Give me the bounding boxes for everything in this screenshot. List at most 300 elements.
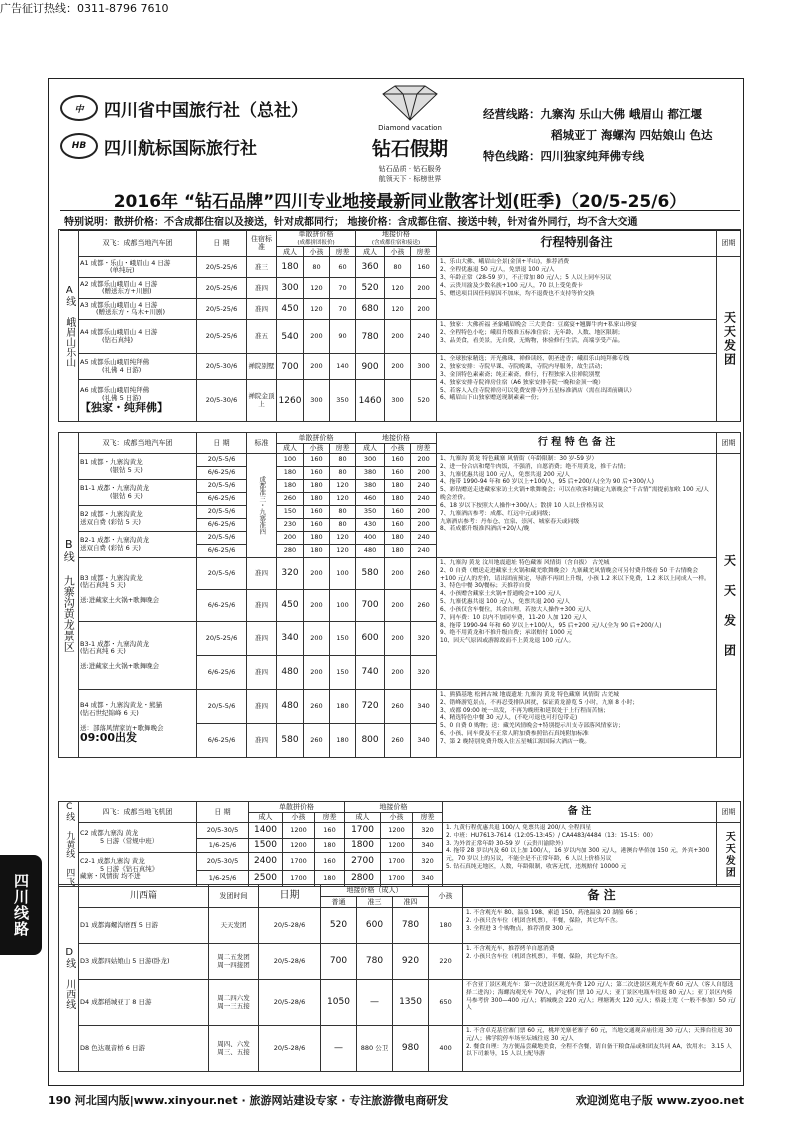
price-cell: 80 [385, 257, 411, 278]
price-cell: 200 [385, 590, 411, 622]
route-name: D1 成都海螺沟磨西 5 日游 [79, 908, 209, 944]
d-note-2: 1. 不含观光车，推荐烤羊自愿消费 2. 小孩只含车位（机团含机票），半餐、保险，其它均不含。 [463, 944, 741, 980]
price-cell: 450 [277, 590, 304, 622]
section-b-table [58, 432, 741, 758]
route-date: 1/6-25/6 [197, 871, 249, 887]
route-date: 20/5-25/6 [197, 278, 247, 299]
price-cell: 1700 [345, 823, 381, 839]
price-cell: 300 [356, 454, 385, 467]
price-cell: 60 [330, 257, 356, 278]
price-cell: 720 [356, 690, 385, 724]
price-cell: 200 [411, 299, 437, 320]
price-cell: 160 [304, 506, 330, 519]
price-cell: 160 [315, 853, 345, 871]
route-name: D4 成都稻城亚丁 8 日游 [79, 980, 209, 1026]
d-header-child: 小孩 [429, 885, 463, 908]
c-col-adult: 成人 [249, 813, 283, 823]
route-std: 准四 [247, 622, 277, 656]
route-name [79, 853, 197, 887]
price-cell: 480 [277, 690, 304, 724]
footer [48, 1092, 744, 1108]
price-cell: 680 [356, 299, 385, 320]
c-header-team: 团期 [717, 802, 741, 823]
price-cell: 2400 [249, 853, 283, 871]
route-date: 6/6-25/6 [197, 467, 247, 480]
d-header-dijie: 地接价格（成人） [321, 885, 429, 897]
price-cell: 430 [356, 519, 385, 532]
price-cell: 780 [356, 320, 385, 354]
route-std: 准四 [247, 656, 277, 690]
route-dep: 周四、六发 周三、五接 [209, 1026, 259, 1072]
price-cell: 650 [429, 980, 463, 1026]
route-title: A6 成都乐山峨眉纯拜佛 [80, 386, 150, 395]
route-date: 20/5-30/6 [197, 380, 247, 422]
route-departure: 09:00出发 [80, 731, 138, 745]
route-title: A5 成都乐山峨眉纯拜佛 [80, 358, 150, 367]
price-cell: 160 [385, 454, 411, 467]
b-note-1: 1、九寨沟 黄龙 特色藏寨 风情街（年龄限制：30 岁-59 岁） 2、进一份合店和氂牛肉饭，不强消，自愿消费；绝不用黄龙，推千古情； 3、九寨优惠共退 100 元/人，免票共退 200 元/人 4、拖带 1990-94 年和 60 岁以上+100/人，95 后+200/人(全为 90 后+300/人) 5、彩钻赠送走进藏家家访土火锅+歌舞晚会；可以在收客时确定九寨晚会“千古情”需提前加收 100 元/人晚会差价。 6、18 岁以下按照大人操作+300/人；散拼 10 人以上价格另议 7、九寨酒店参考：成都、红远中元或同级； 九寨酒店参考：丹布仓、宜泉、崇河、城家春天或同级 8、若成都升级准四酒店+20/人/晚 [437, 454, 717, 558]
route-title: B2-1 成都・九寨沟黄龙 [80, 536, 150, 545]
price-cell: 340 [411, 690, 437, 724]
c-header-date: 日 期 [197, 802, 249, 823]
route-title: B1 成都・九寨沟黄龙 [80, 458, 143, 467]
routes-line-2: 稻城亚丁 海螺沟 四姑娘山 色达 [551, 128, 713, 142]
price-cell: 1700 [283, 853, 315, 871]
c-note: 1. 九黄行程优惠共退 100/人 免票共退 200/人 全程四星 2. 中班：HU7613-7614（12:05-13:45）/ CA4483/4484（13：15-15：00） 3. 为外省正常年龄 30-59 岁（云贵川渝除外） 4. 拖带 28 岁以内及 60 以上加 100/人，16 岁以内加 300 元/人，港澳台华侨加 150 元，外宾+300 元，70 岁以上的另议，不能全是不正常年龄，6 人以上价格另议 5. 钻石真纯无地区，人数，年龄限制，收客无忧，违规赔付 10000 元 [443, 823, 717, 887]
route-date: 6/6-25/6 [197, 724, 247, 758]
route-std: 准五 [247, 320, 277, 354]
route-dep: 周二五发团 周一四接团 [209, 944, 259, 980]
route-date: 20/5-5/6 [197, 558, 247, 590]
route-date: 20/5-30/5 [197, 823, 249, 839]
price-cell: 160 [385, 506, 411, 519]
b-note-3: 1、熊猫基地 松洲古城 地震遗址 九寨沟 黄龙 特色藏寨 风情街 古羌城 2、错峰游览景点，不再忍受排队困扰，保证黄龙游览 5 小时，九寨 8 小时； 3、成都 09:00 统一出发，不再为晚班和延误处于上行程而苦恼； 4、精选特色中餐 30 元/人，(不吃可退也可打包带走) 5、0 自费 0 购物；送：藏羌风情晚会+特别提示川支寺部落风情家访； 6、小孩、同车费及不正常人附加费参照钻石真纯附加标准 7、第 2 晚特别免费升级入住五星喊江源国际大酒店一晚。 [437, 690, 717, 758]
company-name-1: 四川省中国旅行社（总社） [104, 100, 308, 121]
price-cell: 120 [330, 493, 356, 506]
price-cell: 920 [393, 944, 429, 980]
a-col-room-2: 房差 [411, 247, 437, 257]
a-col-child-2: 小孩 [385, 247, 411, 257]
price-cell: 260 [411, 558, 437, 590]
a-note-1: 1、乐山大佛、峨眉山全景(金顶+半山)，推荐消费 2、全程优惠退 50 元/人，免票退 100 元/人 3、年龄正常（28-59 岁），不正常加 80 元/人；5 人以上同车另议 4、云贵川渝及少数名族+100 元/人，70 以上受免费卡 5、赠送项目因任何原因不加床，均不退费也不支持等价交换 [437, 257, 717, 320]
price-cell: 350 [356, 506, 385, 519]
price-cell: 200 [385, 354, 411, 380]
a-team: 天天发团 [717, 257, 741, 422]
diamond-icon [375, 84, 445, 122]
price-cell: 150 [277, 506, 304, 519]
route-title: A4 成都乐山峨眉山 4 日游 [80, 328, 158, 337]
brand-name: 钻石假期 [371, 138, 448, 160]
table-row [59, 257, 741, 278]
route-name [79, 454, 197, 480]
b-col-child: 小孩 [304, 444, 330, 454]
price-cell: 320 [411, 622, 437, 656]
price-cell: 90 [330, 320, 356, 354]
b-std: 成都准三・九寨准四 [247, 454, 277, 558]
price-cell: 180 [429, 908, 463, 944]
route-std: 禅院别墅 [247, 354, 277, 380]
route-date: 20/5-28/6 [259, 944, 321, 980]
c-team: 天天发团 [717, 823, 741, 887]
price-cell: 200 [304, 656, 330, 690]
price-cell: 340 [411, 724, 437, 758]
table-row [59, 454, 741, 467]
d-header-note: 备 注 [463, 885, 741, 908]
price-cell: 200 [385, 622, 411, 656]
route-date: 20/5-25/6 [197, 299, 247, 320]
route-std: 禅院金顶上 [247, 380, 277, 422]
price-cell: 460 [356, 493, 385, 506]
price-cell: 700 [356, 590, 385, 622]
price-cell: 380 [356, 480, 385, 493]
a-header-fly: 双飞：成都当地汽车团 [79, 230, 197, 257]
price-cell: 1260 [277, 380, 304, 422]
route-title: A1 成都・乐山・峨眉山 4 日游 [80, 258, 171, 267]
route-date: 6/6-25/6 [197, 493, 247, 506]
route-sub: (单纯玩) [110, 266, 135, 275]
price-cell: 980 [393, 1026, 429, 1072]
exclusive-tag: 【独家・纯拜佛】 [80, 401, 168, 414]
a-header-team: 团期 [717, 230, 741, 257]
brand-slogan-1: 钻石品质 · 钻石服务 [378, 165, 442, 173]
b-col-room: 房差 [330, 444, 356, 454]
a-header-std: 住宿标准 [247, 230, 277, 257]
route-std: 准四 [247, 558, 277, 590]
footer-left: 190 河北国内版|www.xinyour.net · 旅游网站建设专家 · 专注旅游微电商研发 [48, 1094, 449, 1107]
a-col-room: 房差 [330, 247, 356, 257]
route-name [79, 506, 197, 532]
price-cell: 260 [411, 590, 437, 622]
footer-right: 欢迎浏览电子版 www.zyoo.net [575, 1094, 744, 1107]
price-cell: 2500 [249, 871, 283, 887]
brand-en: Diamond vacation [378, 124, 442, 132]
price-cell: 260 [385, 724, 411, 758]
price-cell: 480 [356, 545, 385, 558]
route-sub: (赠送东方+川剧) [102, 287, 152, 296]
c-col-child: 小孩 [283, 813, 315, 823]
price-cell: 180 [330, 724, 356, 758]
price-cell: 70 [330, 278, 356, 299]
route-name [79, 532, 197, 558]
route-title: A2 成都乐山峨眉山 4 日游 [80, 279, 158, 288]
route-sub: 5 日游《钻石真纯》 [100, 864, 159, 873]
price-cell: 180 [385, 493, 411, 506]
route-extra: 藏寨・风情街 均不进 [80, 872, 141, 881]
price-cell: 200 [411, 454, 437, 467]
price-cell: 1700 [283, 871, 315, 887]
price-cell: 180 [277, 467, 304, 480]
price-cell: 600 [356, 622, 385, 656]
route-std: 准四 [247, 278, 277, 299]
route-sub: (银钻 6 天) [110, 491, 143, 500]
route-sub: (礼佛 5 日游) [102, 393, 142, 402]
route-std: 准四 [247, 690, 277, 724]
a-header-dijie-sub: (含成都住宿和接送) [371, 240, 421, 247]
price-cell: 100 [330, 558, 356, 590]
company-row-1 [60, 95, 308, 121]
route-sub: (赠送东方・乌木+川剧) [96, 308, 166, 317]
price-cell: 70 [330, 299, 356, 320]
d-note-4: 1. 不含卓克基官寨门票 60 元，桃坪羌寨老寨子 60 元，当地交通观音庙往返 30 元/人；天葬台往返 30 元/人；佛学院停车场至坛城往返 30 元/人 2. 餐食自理：为方便品尝藏地美食，全程不含餐，请自备干粮食品或和团友共同 AA，饮用水； 3.15 人以下司兼导，15 人以上配导游 [463, 1026, 741, 1072]
price-cell: 120 [304, 278, 330, 299]
price-cell: 180 [385, 545, 411, 558]
route-name: D8 色达观音桥 6 日游 [79, 1026, 209, 1072]
price-cell: 1200 [381, 839, 413, 853]
price-cell: 80 [330, 467, 356, 480]
side-tab [0, 855, 42, 955]
route-sub: 送双自费 (彩钻 6 天) [80, 543, 141, 552]
price-cell: 240 [411, 532, 437, 545]
price-cell: 400 [429, 1026, 463, 1072]
route-name [79, 320, 197, 354]
b-team: 天 天 发 团 [717, 454, 741, 758]
c-header-fly: 四飞：成都当地飞机团 [79, 802, 197, 823]
d-col-q3: 准三 [357, 897, 393, 908]
c-col-room: 房差 [315, 813, 345, 823]
price-cell: 200 [304, 320, 330, 354]
route-date: 6/6-25/6 [197, 590, 247, 622]
price-cell: 580 [356, 558, 385, 590]
b-header-sanpin: 单散拼价格 [277, 433, 356, 444]
b-header-note: 行 程 特 色 备 注 [437, 433, 717, 454]
price-cell: 160 [315, 823, 345, 839]
route-std: 准三 [247, 257, 277, 278]
price-cell: 520 [321, 908, 357, 944]
routes-line-1: 经营线路：九寨沟 乐山大佛 峨眉山 都江堰 [483, 107, 703, 121]
price-cell: 320 [413, 823, 443, 839]
price-cell: 2700 [345, 853, 381, 871]
c-header-sanpin: 单散拼价格 [249, 802, 345, 813]
price-cell: 180 [385, 532, 411, 545]
price-cell: 160 [385, 519, 411, 532]
a-header-sanpin-label: 单散拼价格 [298, 230, 334, 238]
price-cell: 200 [385, 656, 411, 690]
a-header-dijie-label: 地接价格 [382, 230, 411, 238]
price-cell: 320 [411, 656, 437, 690]
d-header-name: 川西篇 [79, 885, 209, 908]
route-date: 20/5-5/6 [197, 532, 247, 545]
a-note-3: 1、全球独家精选；开光佛珠、禅修读经、朝圣进香；峨眉乐山纯拜佛专线 2、独家安排：寺院早课、寺院晚课，寺院内导服务，故生活动； 3、金顶特色素素斋；纯正素斋，修行，行程独家入住禅院别墅 4、独家安排寺院禅房住宿（A6 独家安排寺院一晚和金顶一晚） 5、若客人入住寺院禅房可以免费安排寺外五星标准酒店（需在出团前确认） 6、峨眉山下山独家赠送现制素素一份； [437, 354, 717, 422]
price-cell: — [357, 980, 393, 1026]
d-col-q4: 准四 [393, 897, 429, 908]
route-std: 准四 [247, 299, 277, 320]
price-cell: 800 [356, 724, 385, 758]
price-cell: 1200 [283, 839, 315, 853]
price-cell: 400 [356, 532, 385, 545]
a-header-sanpin [277, 230, 356, 247]
price-cell: 200 [304, 558, 330, 590]
route-date: 20/5-28/6 [259, 980, 321, 1026]
route-sub: (钻石世纪锦峰 6 天) [80, 708, 139, 717]
price-cell: 340 [413, 839, 443, 853]
route-title: A3 成都乐山峨眉山 4 日游 [80, 300, 158, 309]
route-name [79, 257, 197, 278]
route-date: 6/6-25/6 [197, 656, 247, 690]
price-cell: 2800 [345, 871, 381, 887]
c-col-child-2: 小孩 [381, 813, 413, 823]
route-title: B4 成都・九寨沟黄龙・熊猫 [80, 701, 163, 710]
a-note-2: 1、独家：大佛祈福 圣象峨眉晚会 三大美食：豆腐宴+翘脚牛肉+私家山珍宴 2、全程特色小吃；峨眉升级准五标准住宿；无年龄、人数、地区限制； 3、品美食，看美景，无自费，无购物，体验修行生活，高端享受产品。 [437, 320, 717, 354]
price-cell: 1800 [345, 839, 381, 853]
a-col-child: 小孩 [304, 247, 330, 257]
price-cell: 80 [330, 519, 356, 532]
a-header-note: 行程特别备注 [437, 230, 717, 257]
table-row [59, 980, 741, 1026]
brand-block [360, 84, 460, 184]
price-cell: 320 [413, 853, 443, 871]
a-header-date: 日 期 [197, 230, 247, 257]
price-cell: 260 [304, 690, 330, 724]
price-cell: 180 [315, 871, 345, 887]
price-cell: 200 [411, 467, 437, 480]
price-cell: 120 [385, 278, 411, 299]
price-cell: 520 [411, 380, 437, 422]
price-cell: 220 [429, 944, 463, 980]
a-header-dijie [356, 230, 437, 247]
section-c-line-label: C线 九黄线 四飞 [59, 802, 79, 887]
price-cell: 520 [356, 278, 385, 299]
price-cell: 200 [411, 506, 437, 519]
route-name [79, 622, 197, 690]
price-cell: 140 [330, 354, 356, 380]
price-cell: — [321, 1026, 357, 1072]
price-cell: 180 [304, 480, 330, 493]
price-cell: 780 [393, 908, 429, 944]
d-note-3: 不含亚丁景区观光车：第一次进景区观光车费 120 元/人；第二次进景区观光车费 60 元/人（客人自愿选择二进沟）；海螺沟观光车 70/人，泸定桥门票 10 元/人；亚丁景区电瓶车往返 80 元/人；亚丁景区内骑马参考价 300—400 元/人；稻城晚会 220 元/人；理塘篝火 120 元/人；格聂土宽（一般不参加）50 元/人 [463, 980, 741, 1026]
b-header-dijie: 地接价格 [356, 433, 437, 444]
b-header-date: 日 期 [197, 433, 247, 454]
price-cell: 1500 [249, 839, 283, 853]
route-date: 20/5-5/6 [197, 454, 247, 467]
d-header-dep: 发团时间 [209, 885, 259, 908]
b-col-adult: 成人 [277, 444, 304, 454]
route-date: 20/5-25/6 [197, 622, 247, 656]
route-dep: 周二四六发 周一三五接 [209, 980, 259, 1026]
price-cell: 1050 [321, 980, 357, 1026]
a-col-adult-2: 成人 [356, 247, 385, 257]
route-date: 20/5-5/6 [197, 480, 247, 493]
price-cell: 80 [330, 454, 356, 467]
route-name [79, 690, 197, 758]
route-title: B2 成都・九寨沟黄龙 [80, 510, 143, 519]
c-col-room-2: 房差 [413, 813, 443, 823]
price-cell: 240 [411, 480, 437, 493]
price-cell: 1400 [249, 823, 283, 839]
b-header-std: 标准 [247, 433, 277, 454]
price-cell: 1700 [381, 853, 413, 871]
price-cell: 780 [357, 944, 393, 980]
price-cell: 180 [277, 257, 304, 278]
route-date: 6/6-25/6 [197, 545, 247, 558]
price-cell: 260 [385, 690, 411, 724]
price-cell: 600 [357, 908, 393, 944]
d-col-std: 普通 [321, 897, 357, 908]
price-cell: 260 [304, 724, 330, 758]
route-name [79, 354, 197, 380]
price-cell: 1200 [381, 823, 413, 839]
price-cell: 160 [304, 467, 330, 480]
route-sub: (钻石真纯 5 天) [80, 581, 126, 590]
price-cell: 180 [277, 480, 304, 493]
a-col-adult: 成人 [277, 247, 304, 257]
route-title: B3-1 成都・九寨沟黄龙 [80, 639, 150, 648]
price-cell: 150 [330, 656, 356, 690]
b-note-2: 1、九寨沟 黄龙 汶川地震遗址 特色藏寨 风情街（含自拔） 古羌城 2、0 自费（赠送走进藏家土火锅和藏羌歌舞晚会）九寨藏羌风情晚会可另付费升级看 50 千古情晚会+100 元/人的差价，请出团前预定，导游不再团上升级，小孩 1.2 米以下免费，1.2 米以上同成人一样。 3、特色中餐 30/餐标；天推荐自费 4、小孩赠含藏家土火锅+普通晚会+100 元/人 5、九寨优惠共退 100 元/人，免票共退 200 元/人 6、小孩仅含车餐位，其余自理，若按大人操作+300 元/人 7、同车费：10 以内不加同车费，11-20 人加 120 元/人 8、拖带 1990-94 年和 60 岁以上+100/人，95 后+200 元/人(全为 90 后+200/人) 9、绝不用黄龙和不推升级自费；承诺赔付 1000 元 10、因天气原因或游源故而不上黄龙退 100 元/人。 [437, 558, 717, 690]
brand-slogan-2: 航领天下 · 标榜世界 [378, 175, 442, 183]
price-cell: 160 [411, 257, 437, 278]
price-cell: 200 [304, 354, 330, 380]
price-cell: 200 [304, 590, 330, 622]
price-cell: 300 [411, 354, 437, 380]
price-cell: 120 [330, 480, 356, 493]
price-cell: 280 [277, 545, 304, 558]
route-name [79, 823, 197, 853]
route-dep: 天天发团 [209, 908, 259, 944]
route-title: C2 成都九寨沟 黄龙 [80, 829, 139, 838]
price-cell: 700 [277, 354, 304, 380]
price-cell: 120 [330, 532, 356, 545]
route-sub: 5 日游（常规中班） [100, 836, 159, 845]
route-list [483, 104, 713, 167]
price-cell: 300 [277, 278, 304, 299]
b-header-team: 团期 [717, 433, 741, 454]
table-row [59, 354, 741, 380]
table-row [59, 690, 741, 724]
route-name [79, 558, 197, 622]
price-cell: 200 [411, 278, 437, 299]
price-cell: 120 [304, 299, 330, 320]
route-sub: 送双自费 (彩钻 5 天) [80, 517, 141, 526]
price-cell: 300 [304, 380, 330, 422]
c-col-adult-2: 成人 [345, 813, 381, 823]
section-a-table [58, 229, 741, 422]
route-date: 1/6-25/6 [197, 839, 249, 853]
route-date: 20/5-30/5 [197, 853, 249, 871]
price-cell: 240 [411, 320, 437, 354]
route-std: 准四 [247, 590, 277, 622]
price-cell: 160 [385, 467, 411, 480]
table-row [59, 908, 741, 944]
route-name [79, 480, 197, 506]
section-d-line-label: D线 川西线 [59, 885, 79, 1072]
routes-line-3: 特色线路：四川独家纯拜佛专线 [483, 149, 644, 163]
table-row [59, 558, 741, 590]
hangbiao-logo-icon: HB [60, 133, 98, 159]
route-date: 20/5-28/6 [259, 1026, 321, 1072]
route-sub: (银钻 5 天) [110, 465, 143, 474]
ad-hotline: 广告征订热线：0311-8796 7610 [0, 2, 169, 15]
price-cell: 480 [277, 656, 304, 690]
a-header-sanpin-sub: (成都拼团报价) [297, 240, 335, 247]
special-notice: 特别说明：散拼价格：不含成都住宿以及接送，针对成都同行； 地接价格：含成都住宿、接送中转，针对省外同行，均不含大交通 [60, 210, 740, 231]
price-cell: 200 [385, 558, 411, 590]
price-cell: 540 [277, 320, 304, 354]
b-col-room-2: 房差 [411, 444, 437, 454]
price-cell: 1700 [381, 871, 413, 887]
price-cell: 240 [411, 545, 437, 558]
company-row-2 [60, 133, 257, 159]
page-title: 2016年 “钻石品牌”四川专业地接最新同业散客计划(旺季)（20/5-25/6） [113, 192, 687, 212]
route-title: B1-1 成都・九寨沟黄龙 [80, 484, 150, 493]
section-c-table [58, 801, 741, 887]
b-col-adult-2: 成人 [356, 444, 385, 454]
route-name [79, 299, 197, 320]
route-date: 6/6-25/6 [197, 519, 247, 532]
route-sub: (钻石真纯) [102, 335, 134, 344]
route-date: 20/5-5/6 [197, 506, 247, 519]
table-row [59, 823, 741, 839]
price-cell: 200 [411, 519, 437, 532]
